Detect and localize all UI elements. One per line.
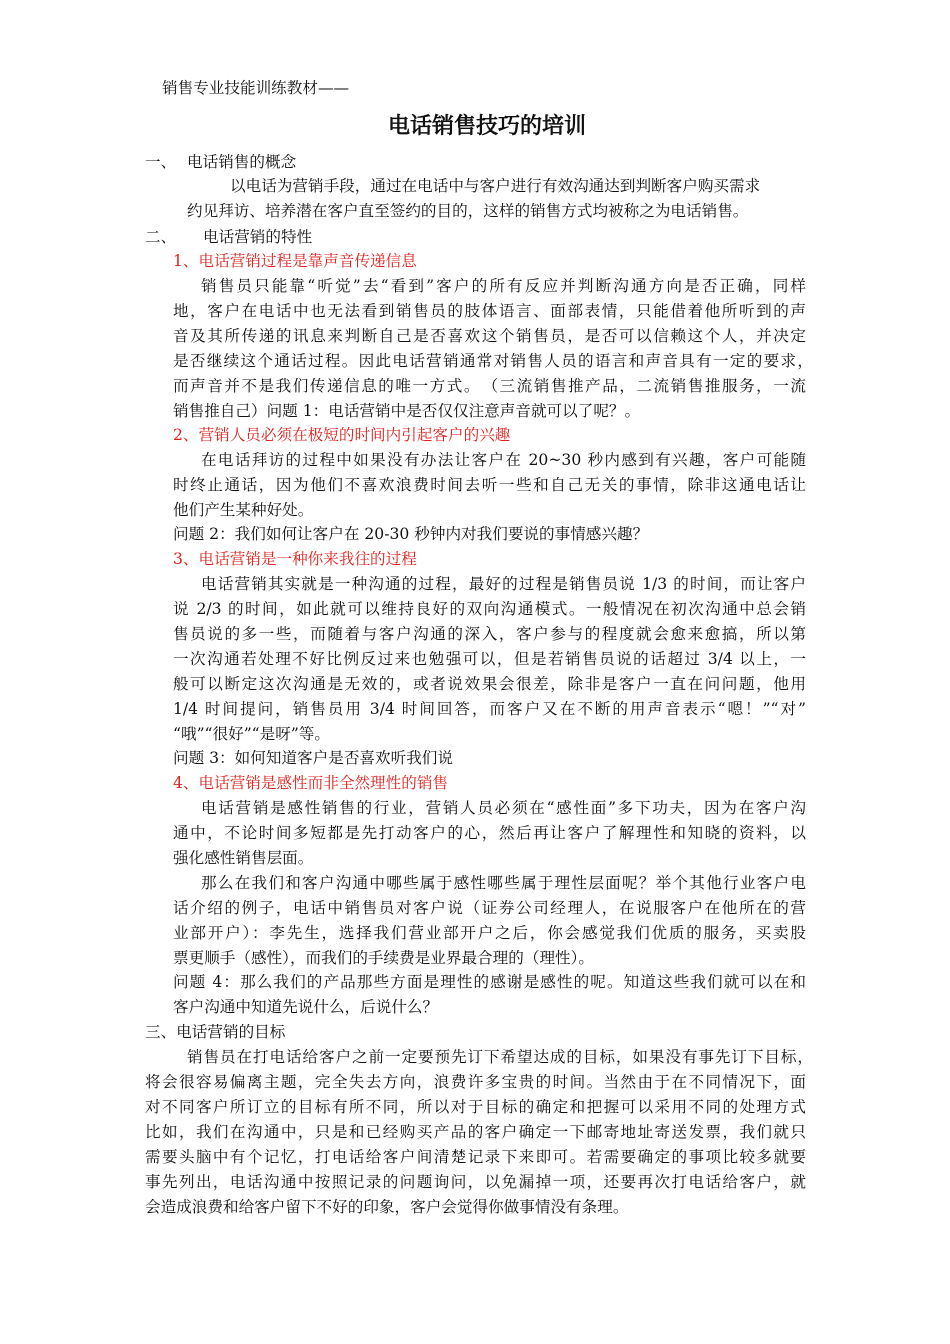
subheading-4: 4、电话营销是感性而非全然理性的销售 (173, 774, 449, 792)
question-3: 问题 3：如何知道客户是否喜欢听我们说 (173, 749, 453, 767)
paragraph-line: 销售员在打电话给客户之前一定要预先订下希望达成的目标，如果没有事先订下目标， (187, 1048, 813, 1066)
paragraph-line: 话介绍的例子，电话中销售员对客户说（证券公司经理人，在说服客户在他所在的营 (173, 899, 806, 917)
paragraph-line: 在电话拜访的过程中如果没有办法让客户在 20~30 秒内感到有兴趣，客户可能随 (201, 451, 806, 469)
paragraph-line: 事先列出，电话沟通中按照记录的问题询问，以免漏掉一项，还要再次打电话给客户，就 (145, 1173, 806, 1191)
paragraph-line: 销售员只能靠“听觉”去“看到”客户的所有反应并判断沟通方向是否正确，同样 (201, 277, 806, 295)
paragraph-line: 售员说的多一些，而随着与客户沟通的深入，客户参与的程度就会愈来愈搞，所以第 (173, 625, 806, 643)
paragraph-line: 对不同客户所订立的目标有所不同，所以对于目标的确定和把握可以采用不同的处理方式 (145, 1098, 806, 1116)
paragraph-line: 强化感性销售层面。 (173, 849, 314, 867)
paragraph-line: 1/4 时间提问，销售员用 3/4 时间回答，而客户又在不断的用声音表示“嗯！”“对” (173, 700, 806, 718)
page-header: 销售专业技能训练教材—— (162, 79, 350, 97)
paragraph-line: 般可以断定这次沟通是无效的，或者说效果会很差，除非是客户一直在问问题，他用 (173, 675, 806, 693)
question-2: 问题 2：我们如何让客户在 20-30 秒钟内对我们要说的事情感兴趣？ (173, 525, 649, 543)
paragraph-line: “哦”“很好”“是呀”等。 (173, 725, 330, 743)
section-1-heading: 电话销售的概念 (187, 153, 297, 171)
subheading-1: 1、电话营销过程是靠声音传递信息 (173, 252, 417, 270)
paragraph-line: 通中，不论时间多短都是先打动客户的心，然后再让客户了解理性和知晓的资料，以 (173, 824, 806, 842)
paragraph-line: 电话营销其实就是一种沟通的过程，最好的过程是销售员说 1/3 的时间，而让客户 (201, 575, 806, 593)
question-4: 客户沟通中知道先说什么，后说什么？ (173, 998, 439, 1016)
subheading-3: 3、电话营销是一种你来我往的过程 (173, 550, 417, 568)
document-title: 电话销售技巧的培训 (388, 114, 587, 139)
question-4: 问题 4：那么我们的产品那些方面是理性的感谢是感性的呢。知道这些我们就可以在和 (173, 973, 806, 991)
paragraph-line: 需要头脑中有个记忆，打电话给客户间清楚记录下来即可。若需要确定的事项比较多就要 (145, 1148, 806, 1166)
paragraph-line: 一次沟通若处理不好比例反过来也勉强可以，但是若销售员说的话超过 3/4 以上，一 (173, 650, 806, 668)
section-2-heading: 电话营销的特性 (203, 228, 313, 246)
paragraph-line: 将会很容易偏离主题，完全失去方向，浪费许多宝贵的时间。当然由于在不同情况下，面 (145, 1073, 806, 1091)
section-1-paragraph-line: 约见拜访、培养潜在客户直至签约的目的，这样的销售方式均被称之为电话销售。 (187, 202, 749, 220)
paragraph-line: 会造成浪费和给客户留下不好的印象，客户会觉得你做事情没有条理。 (145, 1198, 629, 1216)
paragraph-line: 地，客户在电话中也无法看到销售员的肢体语言、面部表情，只能借着他所听到的声 (173, 302, 806, 320)
paragraph-line: 他们产生某种好处。 (173, 501, 314, 519)
paragraph-line: 是否继续这个通话过程。因此电话营销通常对销售人员的语言和声音具有一定的要求， (173, 352, 813, 370)
paragraph-line: 时终止通话，因为他们不喜欢浪费时间去听一些和自己无关的事情，除非这通电话让 (173, 476, 806, 494)
paragraph-line: 业部开户）：李先生，选择我们营业部开户之后，你会感觉我们优质的服务，买卖股 (173, 924, 806, 942)
paragraph-line: 销售推自己）问题 1：电话营销中是否仅仅注意声音就可以了呢？。 (173, 402, 641, 420)
paragraph-line: 音及其所传递的讯息来判断自己是否喜欢这个销售员，是否可以信赖这个人，并决定 (173, 327, 806, 345)
subheading-2: 2、营销人员必须在极短的时间内引起客户的兴趣 (173, 426, 511, 444)
paragraph-line: 电话营销是感性销售的行业，营销人员必须在“感性面”多下功夫，因为在客户沟 (201, 799, 806, 817)
section-1-number: 一、 (145, 153, 177, 171)
paragraph-line: 而声音并不是我们传递信息的唯一方式。 （三流销售推产品，二流销售推服务，一流 (173, 377, 806, 395)
paragraph-line: 说 2/3 的时间，如此就可以维持良好的双向沟通模式。一般情况在初次沟通中总会销 (173, 600, 806, 618)
section-1-paragraph-line: 以电话为营销手段，通过在电话中与客户进行有效沟通达到判断客户购买需求 (230, 177, 761, 195)
paragraph-line: 比如，我们在沟通中，只是和已经购买产品的客户确定一下邮寄地址寄送发票，我们就只 (145, 1123, 806, 1141)
paragraph-line: 那么在我们和客户沟通中哪些属于感性哪些属于理性层面呢？举个其他行业客户电 (201, 874, 806, 892)
section-2-number: 二、 (145, 228, 177, 246)
paragraph-line: 票更顺手（感性），而我们的手续费是业界最合理的（理性）。 (173, 949, 595, 967)
section-3-heading: 三、电话营销的目标 (145, 1023, 286, 1041)
